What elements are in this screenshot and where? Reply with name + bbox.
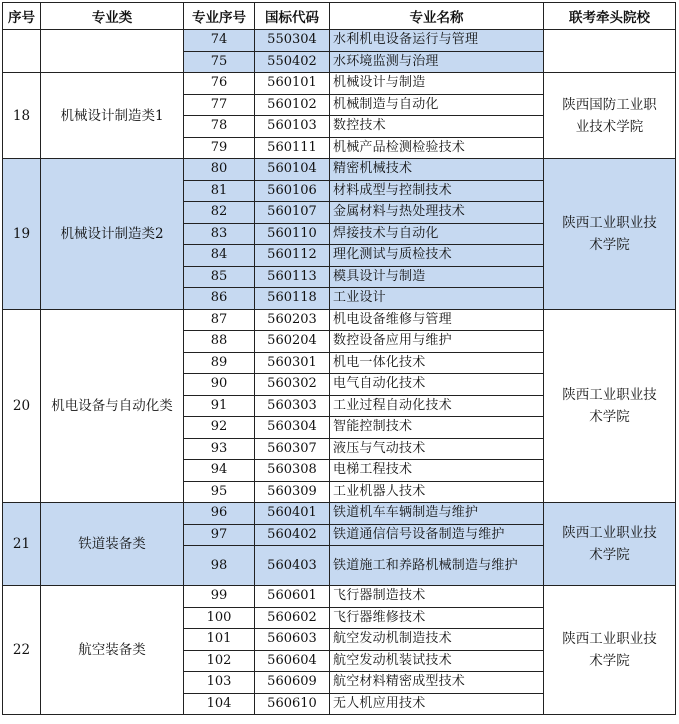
group-school-cell [544, 159, 676, 310]
table-row [3, 159, 676, 181]
major-seq-cell: 75 [184, 51, 255, 73]
major-seq-cell: 79 [184, 137, 255, 159]
major-seq-cell: 95 [184, 481, 255, 503]
major-seq-cell: 90 [184, 374, 255, 396]
header-major-seq: 专业序号 [184, 3, 255, 30]
major-seq-cell: 78 [184, 116, 255, 138]
header-major-name: 专业名称 [330, 3, 544, 30]
group-category-cell: 航空装备类 [41, 586, 184, 715]
major-seq-cell: 74 [184, 30, 255, 52]
school-name: 陕西工业职业技术学院 [562, 214, 657, 253]
major-name-cell: 铁道通信信号设备制造与维护 [330, 524, 544, 546]
major-seq-cell: 96 [184, 503, 255, 525]
major-name-cell: 电气自动化技术 [330, 374, 544, 396]
code-cell: 560602 [255, 607, 330, 629]
code-cell: 560309 [255, 481, 330, 503]
major-name-cell: 工业机器人技术 [330, 481, 544, 503]
table-row [3, 503, 676, 525]
group-seq-cell: 18 [3, 73, 41, 159]
group-category-cell: 机械设计制造类1 [41, 73, 184, 159]
major-seq-cell: 103 [184, 672, 255, 694]
group-seq-cell: 21 [3, 503, 41, 586]
code-cell: 560307 [255, 438, 330, 460]
major-name-cell: 数控设备应用与维护 [330, 331, 544, 353]
major-seq-cell: 94 [184, 460, 255, 482]
code-cell: 560110 [255, 223, 330, 245]
major-seq-cell: 88 [184, 331, 255, 353]
code-cell: 560303 [255, 395, 330, 417]
header-seq: 序号 [3, 3, 41, 30]
header-school: 联考牵头院校 [544, 3, 676, 30]
major-name-cell: 飞行器制造技术 [330, 586, 544, 608]
major-name-cell: 工业设计 [330, 288, 544, 310]
major-seq-cell: 85 [184, 266, 255, 288]
code-cell: 560118 [255, 288, 330, 310]
major-name-cell: 机电一体化技术 [330, 352, 544, 374]
majors-table [2, 2, 676, 715]
major-seq-cell: 104 [184, 693, 255, 715]
group-seq-cell: 22 [3, 586, 41, 715]
major-name-cell: 航空发动机装试技术 [330, 650, 544, 672]
major-name-cell: 航空材料精密成型技术 [330, 672, 544, 694]
code-cell: 560610 [255, 693, 330, 715]
code-cell: 560604 [255, 650, 330, 672]
header-code: 国标代码 [255, 3, 330, 30]
code-cell: 560403 [255, 546, 330, 586]
major-name-cell: 铁道施工和养路机械制造与维护 [330, 546, 544, 586]
major-name-cell: 机电设备维修与管理 [330, 309, 544, 331]
major-name-cell: 模具设计与制造 [330, 266, 544, 288]
major-name-cell: 电梯工程技术 [330, 460, 544, 482]
major-seq-cell: 86 [184, 288, 255, 310]
code-cell: 560601 [255, 586, 330, 608]
code-cell: 550304 [255, 30, 330, 52]
major-seq-cell: 99 [184, 586, 255, 608]
major-seq-cell: 91 [184, 395, 255, 417]
code-cell: 560402 [255, 524, 330, 546]
major-seq-cell: 84 [184, 245, 255, 267]
major-seq-cell: 98 [184, 546, 255, 586]
major-name-cell: 航空发动机制造技术 [330, 629, 544, 651]
school-name: 陕西工业职业技术学院 [562, 631, 657, 669]
major-seq-cell: 76 [184, 73, 255, 95]
major-seq-cell: 92 [184, 417, 255, 439]
table-row [3, 586, 676, 608]
code-cell: 560603 [255, 629, 330, 651]
header-row [3, 3, 676, 30]
group-category-cell [41, 30, 184, 73]
major-seq-cell: 93 [184, 438, 255, 460]
major-seq-cell: 97 [184, 524, 255, 546]
major-name-cell: 金属材料与热处理技术 [330, 202, 544, 224]
major-seq-cell: 100 [184, 607, 255, 629]
code-cell: 560106 [255, 180, 330, 202]
group-school-cell [544, 30, 676, 73]
code-cell: 560609 [255, 672, 330, 694]
table-row [3, 30, 676, 52]
group-school-cell [544, 73, 676, 159]
major-name-cell: 液压与气动技术 [330, 438, 544, 460]
major-seq-cell: 87 [184, 309, 255, 331]
major-name-cell: 机械制造与自动化 [330, 94, 544, 116]
major-seq-cell: 82 [184, 202, 255, 224]
group-seq-cell [3, 30, 41, 73]
major-name-cell: 无人机应用技术 [330, 693, 544, 715]
major-name-cell: 水利机电设备运行与管理 [330, 30, 544, 52]
code-cell: 560111 [255, 137, 330, 159]
code-cell: 560401 [255, 503, 330, 525]
major-seq-cell: 101 [184, 629, 255, 651]
code-cell: 560112 [255, 245, 330, 267]
code-cell: 560204 [255, 331, 330, 353]
code-cell: 550402 [255, 51, 330, 73]
group-school-cell [544, 309, 676, 503]
school-name: 陕西工业职业技术学院 [562, 525, 657, 563]
major-name-cell: 水环境监测与治理 [330, 51, 544, 73]
code-cell: 560101 [255, 73, 330, 95]
code-cell: 560304 [255, 417, 330, 439]
major-seq-cell: 81 [184, 180, 255, 202]
major-seq-cell: 80 [184, 159, 255, 181]
major-seq-cell: 77 [184, 94, 255, 116]
major-name-cell: 工业过程自动化技术 [330, 395, 544, 417]
major-name-cell: 数控技术 [330, 116, 544, 138]
major-name-cell: 材料成型与控制技术 [330, 180, 544, 202]
major-name-cell: 焊接技术与自动化 [330, 223, 544, 245]
major-name-cell: 理化测试与质检技术 [330, 245, 544, 267]
header-category: 专业类 [41, 3, 184, 30]
major-name-cell: 精密机械技术 [330, 159, 544, 181]
code-cell: 560102 [255, 94, 330, 116]
major-name-cell: 机械设计与制造 [330, 73, 544, 95]
major-name-cell: 智能控制技术 [330, 417, 544, 439]
code-cell: 560203 [255, 309, 330, 331]
school-name: 陕西国防工业职业技术学院 [562, 96, 657, 135]
code-cell: 560113 [255, 266, 330, 288]
table-body [3, 30, 676, 715]
table-row [3, 73, 676, 95]
code-cell: 560308 [255, 460, 330, 482]
group-category-cell: 铁道装备类 [41, 503, 184, 586]
code-cell: 560104 [255, 159, 330, 181]
group-seq-cell: 20 [3, 309, 41, 503]
group-school-cell [544, 586, 676, 715]
code-cell: 560302 [255, 374, 330, 396]
table-row [3, 309, 676, 331]
code-cell: 560301 [255, 352, 330, 374]
code-cell: 560107 [255, 202, 330, 224]
major-name-cell: 飞行器维修技术 [330, 607, 544, 629]
major-name-cell: 铁道机车车辆制造与维护 [330, 503, 544, 525]
school-name: 陕西工业职业技术学院 [562, 386, 657, 425]
code-cell: 560103 [255, 116, 330, 138]
major-seq-cell: 83 [184, 223, 255, 245]
major-seq-cell: 89 [184, 352, 255, 374]
group-category-cell: 机械设计制造类2 [41, 159, 184, 310]
group-seq-cell: 19 [3, 159, 41, 310]
group-category-cell: 机电设备与自动化类 [41, 309, 184, 503]
major-seq-cell: 102 [184, 650, 255, 672]
major-name-cell: 机械产品检测检验技术 [330, 137, 544, 159]
group-school-cell [544, 503, 676, 586]
